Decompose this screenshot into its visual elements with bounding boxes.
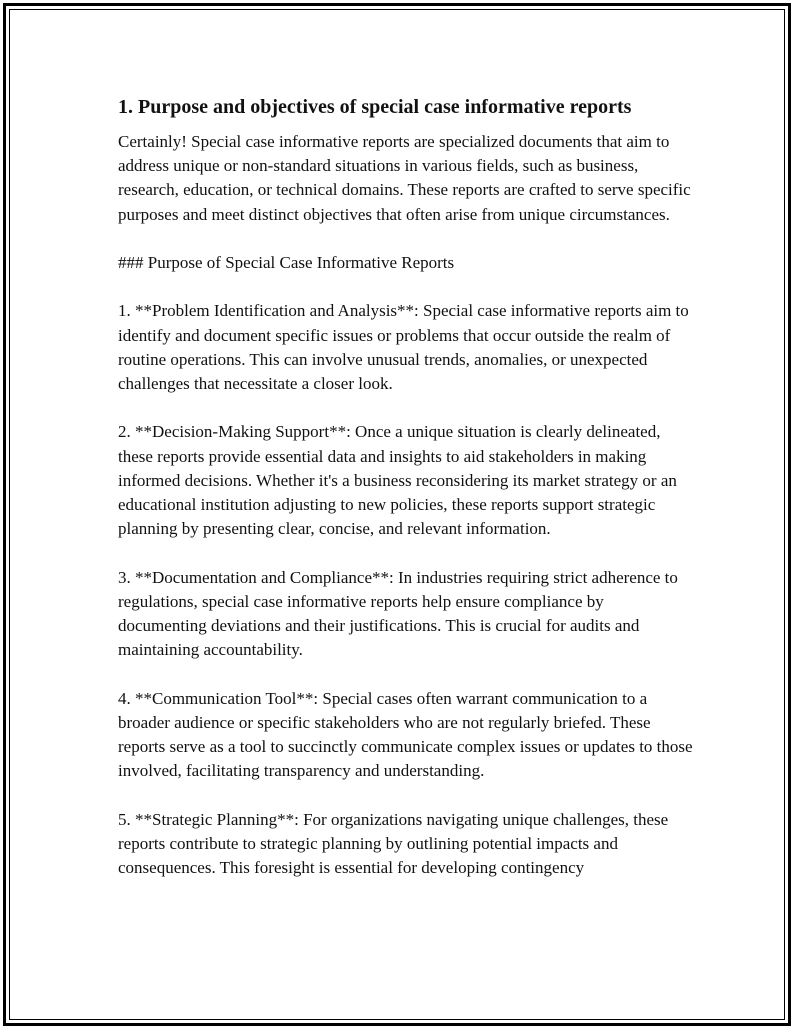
document-body: [118, 94, 696, 904]
list-item-problem-identification: 1. **Problem Identification and Analysis**: Special case informative reports aim to identify and document specific issues or problems that occur outside the realm of routine operations. This can involve unusual trends, anomalies, or unexpected challenges that necessitate a closer look.: [118, 301, 689, 393]
list-item-decision-making: 2. **Decision-Making Support**: Once a unique situation is clearly delineated, these reports provide essential data and insights to aid stakeholders in making informed decisions. Whether it's a business reconsidering its market strategy or an educational institution adjusting to new policies, these reports support strategic planning by presenting clear, concise, and relevant information.: [118, 422, 677, 539]
list-item-communication-tool: 4. **Communication Tool**: Special cases often warrant communication to a broader audience or specific stakeholders who are not regularly briefed. These reports serve as a tool to succinctly communicate complex issues or updates to those involved, facilitating transparency and understanding.: [118, 688, 693, 781]
list-item-strategic-planning: 5. **Strategic Planning**: For organizations navigating unique challenges, these reports contribute to strategic planning by outlining potential impacts and consequences. This foresight is essential for developing contingency: [118, 809, 669, 877]
section-heading-purpose: ### Purpose of Special Case Informative Reports: [118, 253, 455, 272]
intro-paragraph: Certainly! Special case informative reports are specialized documents that aim to address unique or non-standard situations in various fields, such as business, research, education, or technical domains. These reports are crafted to serve specific purposes and meet distinct objectives that often arise from unique circumstances.: [118, 132, 691, 224]
document-title: 1. Purpose and objectives of special case informative reports: [118, 96, 632, 118]
list-item-documentation-compliance: 3. **Documentation and Compliance**: In industries requiring strict adherence to regulations, special case informative reports help ensure compliance by documenting deviations and their justifications. This is crucial for audits and maintaining accountability.: [118, 567, 678, 660]
